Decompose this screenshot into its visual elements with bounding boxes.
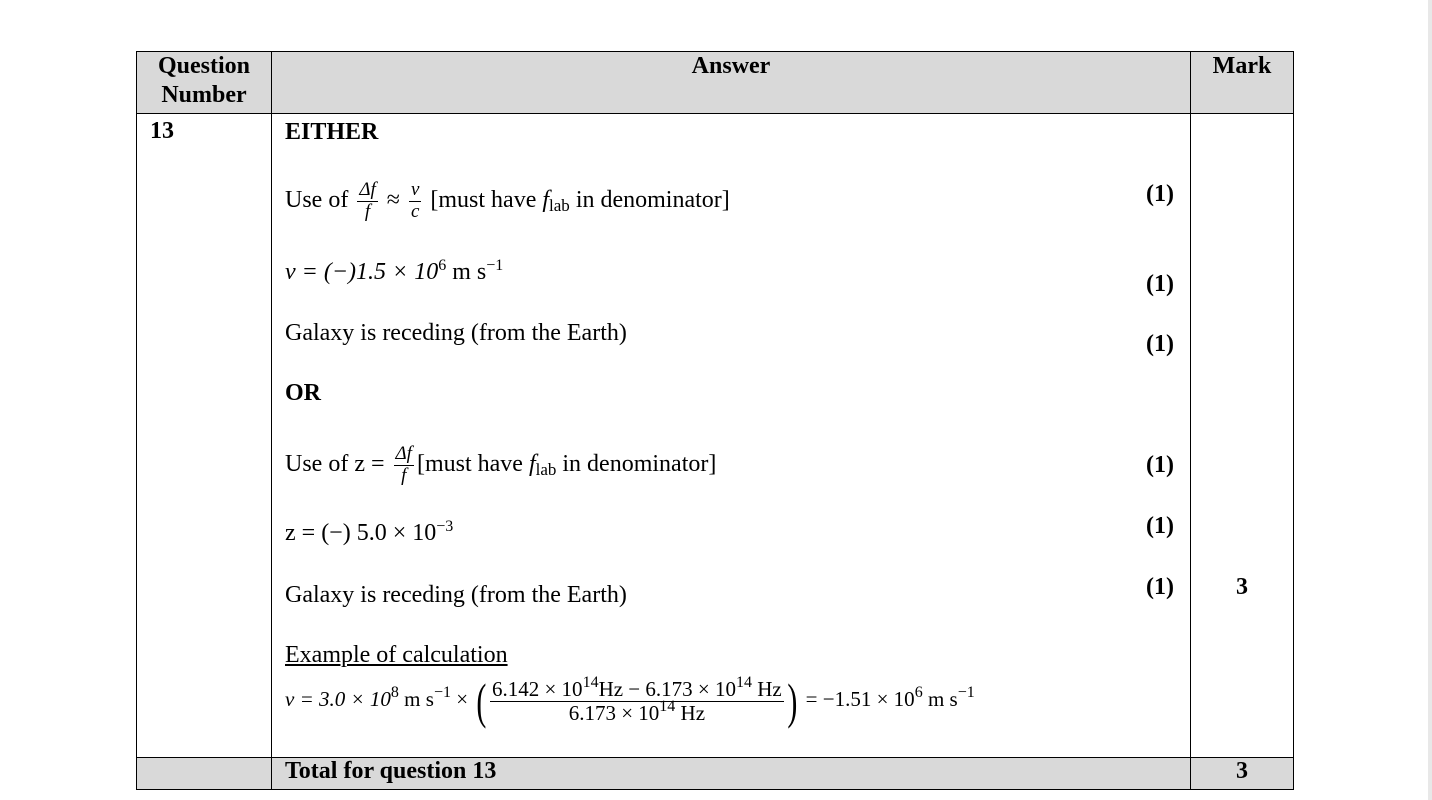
- either-heading: EITHER: [285, 119, 379, 145]
- unit: Hz: [752, 676, 782, 701]
- answer-header: Answer: [272, 52, 1191, 114]
- delta-f-over-f: [357, 180, 377, 223]
- v-over-c: [409, 180, 421, 223]
- answer-line-1: [285, 180, 730, 223]
- f-symbol: f: [528, 450, 536, 477]
- answer-line-6: Galaxy is receding (from the Earth): [285, 582, 627, 608]
- num-part: Hz − 6.173 × 10: [598, 676, 736, 701]
- mark-point-2: (1): [1146, 271, 1174, 297]
- question-number: 13: [137, 114, 272, 758]
- exponent: −3: [436, 518, 454, 535]
- example-calculation: [285, 664, 975, 734]
- exponent: 14: [582, 673, 599, 691]
- calc-rhs: = −1.51 × 10: [805, 687, 915, 711]
- frac-den: f: [401, 464, 407, 486]
- calc-denominator: [490, 697, 784, 725]
- lab-subscript: lab: [535, 459, 557, 479]
- mark-point-3: (1): [1146, 331, 1174, 357]
- calc-fraction: [490, 673, 784, 725]
- right-paren: ): [787, 673, 798, 730]
- frac-num: Δf: [359, 179, 376, 200]
- header-row: [137, 52, 1294, 114]
- header-question-label: Question: [157, 53, 250, 79]
- mark-cell: [1191, 114, 1294, 758]
- exponent: 14: [659, 697, 676, 715]
- frac-den: f: [364, 200, 371, 222]
- approx-sign: ≈: [386, 186, 400, 213]
- question-mark: 3: [1236, 574, 1248, 600]
- note-text: in denominator]: [575, 186, 730, 213]
- mark-scheme-table: [136, 51, 1294, 790]
- mark-point-6: (1): [1146, 574, 1174, 600]
- note-text: [must have: [430, 186, 537, 213]
- velocity-value: v = (−)1.5 × 10: [285, 259, 439, 285]
- note-text: in denominator]: [562, 450, 717, 477]
- total-blank: [137, 758, 272, 790]
- answer-line-5: [285, 519, 453, 547]
- unit: m s: [446, 259, 487, 285]
- unit-exponent: −1: [486, 257, 504, 274]
- question-number-header: [137, 52, 272, 114]
- lab-subscript: lab: [549, 195, 570, 215]
- redshift-value: z = (−) 5.0 × 10: [285, 520, 437, 546]
- unit-exponent: −1: [433, 684, 451, 701]
- mark-point-5: (1): [1146, 513, 1174, 539]
- num-part: 6.142 × 10: [491, 676, 583, 701]
- times-sign: ×: [450, 687, 469, 711]
- mark-point-1: (1): [1146, 181, 1174, 207]
- header-number-label: Number: [161, 82, 247, 108]
- frac-num: v: [410, 179, 420, 200]
- f-symbol: f: [542, 186, 550, 213]
- total-label: Total for question 13: [272, 758, 1191, 790]
- answer-cell: [272, 114, 1191, 758]
- page-edge: [1428, 0, 1432, 800]
- calc-lhs: v = 3.0 × 10: [285, 687, 391, 711]
- mark-header: Mark: [1191, 52, 1294, 114]
- exponent: 6: [438, 257, 447, 274]
- unit: m s: [398, 687, 434, 711]
- calc-numerator: [490, 673, 784, 702]
- answer-line-2: [285, 258, 503, 286]
- unit: m s: [922, 687, 958, 711]
- total-mark: 3: [1191, 758, 1294, 790]
- exponent: 14: [736, 673, 752, 691]
- frac-den: c: [410, 200, 420, 222]
- use-of-label: Use of: [285, 186, 349, 213]
- left-paren: (: [476, 673, 487, 730]
- mark-point-4: (1): [1146, 452, 1174, 478]
- unit: Hz: [675, 700, 706, 725]
- answer-line-3: Galaxy is receding (from the Earth): [285, 320, 627, 346]
- exponent: 6: [914, 684, 923, 701]
- exponent: 8: [390, 684, 399, 701]
- question-row: [137, 114, 1294, 758]
- delta-f-over-f: [394, 444, 414, 487]
- unit-exponent: −1: [957, 684, 975, 701]
- example-heading: Example of calculation: [285, 642, 508, 668]
- den-part: 6.173 × 10: [568, 700, 660, 725]
- use-of-label: Use of z =: [285, 450, 385, 477]
- note-text: [must have: [416, 450, 523, 477]
- frac-num: Δf: [395, 443, 412, 464]
- or-heading: OR: [285, 380, 321, 406]
- answer-line-4: [285, 444, 716, 487]
- total-row: [137, 758, 1294, 790]
